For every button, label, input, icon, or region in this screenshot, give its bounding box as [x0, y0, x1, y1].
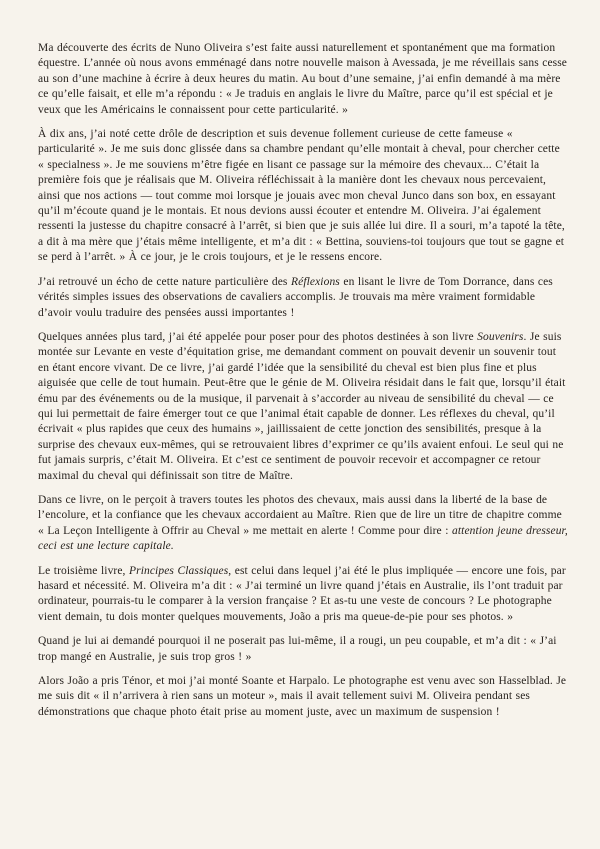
text-run: , est celui dans lequel j’ai été le plus impliquée — encore une fois, par hasard et nécessité. M. Oliveira m’a dit : « J’ai terminé un livre quand j’étais en Australie, ils l’ont traduit par ordinateur, pourrais-tu le comparer à la version française ? Et as-tu une veste de concours ? Le photographe vient demain, tu dois monter quelques mouvements, João a pris ma queue-de-pie pour ses photos. » [38, 564, 570, 623]
document-body [38, 41, 572, 720]
paragraph [38, 564, 568, 626]
text-run: Ma découverte des écrits de Nuno Oliveira s’est faite aussi naturellement et spontanément que ma formation équestre. L’année où nous avons emménagé dans notre nouvelle maison à Avessada, je me réveillais sans cesse au son d’une machine à écrire à deux heures du matin. Au bout d’une semaine, j’ai enfin demandé à ma mère ce qu’elle faisait, et elle m’a répondu : « Je traduis en anglais le livre du Maître, parce qu’il est spécial et je veux que les Américains le connaissent pour cette particularité. » [38, 42, 571, 116]
text-run: Dans ce livre, on le perçoit à travers toutes les photos des chevaux, mais aussi dans la liberté de la base de l’encolure, et la confiance que les chevaux accordaient au Maître. Rien que de lire un titre de chapitre comme « La Leçon Intelligente à Offrir au Cheval » me mettait en alerte ! Comme pour dire : [38, 493, 566, 537]
paragraph [38, 275, 568, 321]
text-run: Quelques années plus tard, j’ai été appelée pour poser pour des photos destinées à son livre [38, 330, 478, 343]
text-run: Alors João a pris Ténor, et moi j’ai monté Soante et Harpalo. Le photographe est venu avec son Hasselblad. Je me suis dit « il n’arrivera à rien sans un moteur », mais il avait tellement suivi M. Oliveira pendant ses démonstrations que chaque photo était prise au moment juste, avec un maximum de suspension ! [38, 675, 570, 718]
text-run: J’ai retrouvé un écho de cette nature particulière des [38, 275, 291, 288]
italic-text-run: attention jeune dresseur, ceci est une lecture capitale. [38, 524, 572, 553]
italic-text-run: Réflexions [290, 275, 340, 288]
paragraph [38, 493, 572, 555]
paragraph [38, 127, 568, 266]
italic-text-run: Souvenirs [477, 330, 524, 343]
paragraph [38, 41, 571, 118]
text-run: Le troisième livre, [38, 564, 129, 577]
text-run: À dix ans, j’ai noté cette drôle de description et suis devenue follement curieuse de cette fameuse « particularité ». Je me suis donc glissée dans sa chambre pendant qu’elle montait à cheval, pour chercher cette « specialness ». Je me souviens m’être figée en lisant ce passage sur la mémoire des chevaux... C’était la première fois que je réalisais que M. Oliveira réfléchissait à la manière dont les chevaux nous percevaient, ainsi que nos actions — tout comme moi lorsque je jouais avec mon cheval Junco dans son box, en essayant qu’il m’écoute quand je le montais. Et nous devions aussi écouter et entendre M. Oliveira. J’ai également ressenti la justesse du chapitre consacré à l’arrêt, si bien que je suis allée lui dire. Il a souri, m’a tapoté la tête, a dit à ma mère que j’étais même intelligente, et m’a dit : « Bettina, souviens-toi toujours que tout se gagne et se perd à l’arrêt. » À ce jour, je le crois toujours, et je le ressens encore. [38, 128, 569, 264]
paragraph [38, 330, 568, 484]
text-run: . Je suis montée sur Levante en veste d’équitation grise, me demandant comment on pouvait devenir un souvenir tout en étant encore vivant. De ce livre, j’ai gardé l’idée que la sensibilité du cheval est bien plus fine et plus aiguisée que celle de tout humain. Peut-être que le génie de M. Oliveira résidait dans le fait que, lorsqu’il était ému par des événements ou de la musique, il parvenait à s’accorder au niveau de sensibilité du cheval — ce qui lui permettait de faire émerger tout ce que l’animal était capable de donner. Les réflexes du cheval, qu’il écrivait « plus rapides que ceux des humains », jaillissaient de cette jonction des sensibilités, presque à la surprise des chevaux eux-mêmes, qui se retrouvaient libres d’exprimer ce qu’ils avaient enfoui. Le seul qui ne fut jamais surpris, c’était M. Oliveira. Et c’est ce sentiment de pouvoir recevoir et accompagner ce retour maximal du cheval qui définissait son titre de Maître. [38, 330, 569, 482]
text-run: en lisant le livre de Tom Dorrance, dans ces vérités simples issues des observations de cavaliers accomplis. Je trouvais ma mère vraiment formidable d’avoir voulu traduire des pensées aussi importantes ! [38, 275, 557, 319]
text-run: Quand je lui ai demandé pourquoi il ne poserait pas lui-même, il a rougi, un peu coupable, et m’a dit : « J’ai trop mangé en Australie, je suis trop gros ! » [38, 635, 561, 663]
italic-text-run: Principes Classiques [129, 564, 229, 577]
paragraph [38, 674, 568, 720]
paragraph [38, 634, 568, 665]
